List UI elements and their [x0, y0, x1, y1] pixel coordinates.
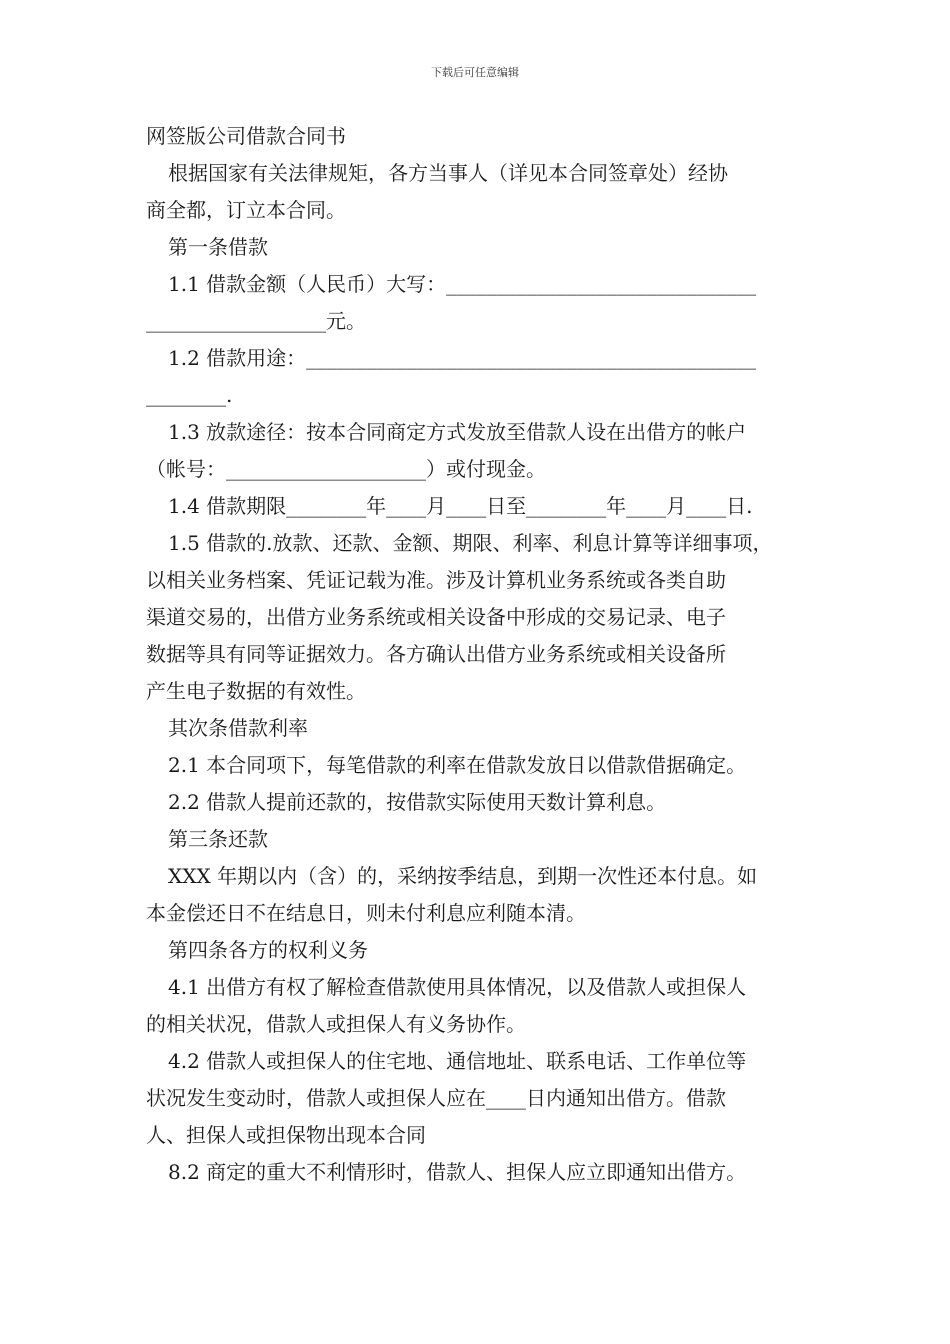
document-body: [146, 118, 806, 1191]
document-line: 其次条借款利率: [168, 716, 308, 740]
document-line: 第四条各方的权利义务: [168, 938, 368, 962]
document-line: 根据国家有关法律规矩，各方当事人（详见本合同签章处）经协: [168, 161, 728, 185]
document-line: 4.1 出借方有权了解检查借款使用具体情况，以及借款人或担保人: [168, 975, 747, 999]
document-line: 1.1 借款金额（人民币）大写：_______________________________: [168, 272, 757, 296]
document-line: 第三条还款: [168, 827, 268, 851]
page-header: 下载后可任意编辑: [431, 66, 519, 79]
document-line: （帐号：____________________）或付现金。: [146, 457, 546, 481]
document-line: 产生电子数据的有效性。: [146, 679, 366, 703]
document-line: 2.2 借款人提前还款的，按借款实际使用天数计算利息。: [168, 790, 667, 814]
document-line: 数据等具有同等证据效力。各方确认出借方业务系统或相关设备所: [146, 642, 726, 666]
document-line: 2.1 本合同项下，每笔借款的利率在借款发放日以借款借据确定。: [168, 753, 747, 777]
document-line: 本金偿还日不在结息日，则未付利息应利随本清。: [146, 901, 586, 925]
document-line: 1.5 借款的.放款、还款、金额、期限、利率、利息计算等详细事项，: [168, 531, 773, 555]
document-line: 1.3 放款途径：按本合同商定方式发放至借款人设在出借方的帐户: [168, 420, 747, 444]
document-line: __________________元。: [146, 309, 366, 333]
document-line: 的相关状况，借款人或担保人有义务协作。: [146, 1012, 526, 1036]
document-line: 8.2 商定的重大不利情形时，借款人、担保人应立即通知出借方。: [168, 1160, 747, 1184]
document-line: 4.2 借款人或担保人的住宅地、通信地址、联系电话、工作单位等: [168, 1049, 747, 1073]
document-line: 1.4 借款期限________年____月____日至________年____月____日.: [168, 494, 753, 518]
document-line: 渠道交易的，出借方业务系统或相关设备中形成的交易记录、电子: [146, 605, 726, 629]
document-line: ________.: [146, 383, 233, 407]
document-line: XXX 年期以内（含）的，采纳按季结息，到期一次性还本付息。如: [168, 864, 758, 888]
document-line: 1.2 借款用途：_____________________________________________: [168, 346, 757, 370]
document-line: 以相关业务档案、凭证记载为准。涉及计算机业务系统或各类自助: [146, 568, 726, 592]
document-line: 商全都，订立本合同。: [146, 198, 346, 222]
document-line: 第一条借款: [168, 235, 268, 259]
document-title: 网签版公司借款合同书: [146, 124, 346, 148]
document-line: 状况发生变动时，借款人或担保人应在____日内通知出借方。借款: [146, 1086, 726, 1110]
document-lines: [146, 155, 806, 1191]
document-line: 人、担保人或担保物出现本合同: [146, 1123, 426, 1147]
